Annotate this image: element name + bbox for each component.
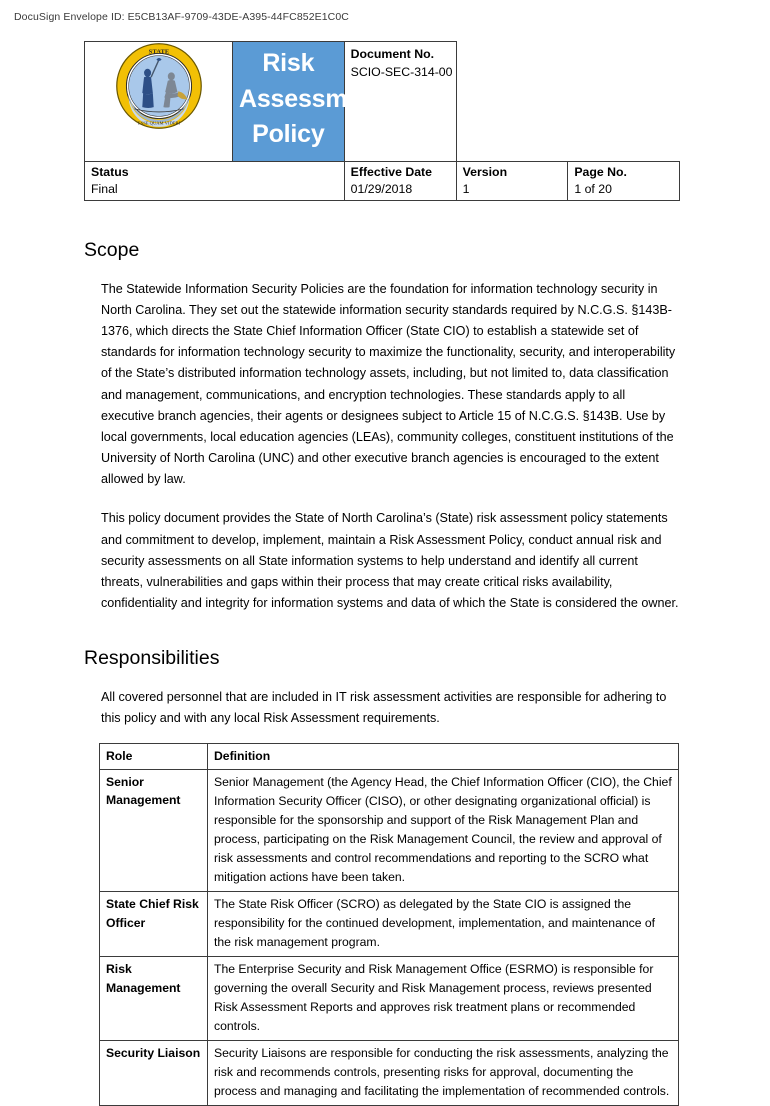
scope-paragraph-1: The Statewide Information Security Policies are the foundation for information technology security in North Carolina. They set out the statewide information security standards required by N.C.G.S. §143B-1376, which directs the State Chief Information Officer (State CIO) to establish a statewide set of standards for information technology security to maximize the functionality, security, and interoperability of the State’s distributed information technology assets, including, but not limited to, data classification and management, communications, and encryption technologies. These standards apply to all executive branch agencies, their agents or designees subject to Article 15 of N.C.G.S. §143B. Use by local governments, local education agencies (LEAs), community colleges, constituent institutions of the University of North Carolina (UNC) and other executive branch agencies is encouraged to the extent allowed by law. [101, 281, 676, 487]
table-row [100, 957, 679, 1041]
table-row [100, 769, 679, 891]
svg-text:STATE: STATE [148, 48, 169, 56]
status-cell [85, 161, 345, 201]
document-number-label: Document No. [350, 47, 435, 61]
effective-date-label: Effective Date [350, 164, 432, 179]
role-cell: Risk Management [100, 957, 208, 1041]
definition-cell: Senior Management (the Agency Head, the Chief Information Officer (CIO), the Chief Information Security Officer (CISO), or other designating organizational official) is responsible for the sponsorship and support of the Risk Management Plan and process, participating on the Risk Management Council, the review and approval of risk assessments and control recommendations and reporting to the SCRO what mitigation actions have been taken. [208, 769, 679, 891]
document-page [84, 41, 680, 1106]
document-number-value: SCIO-SEC-314-00 [350, 64, 453, 79]
spacer-above-roles-table [84, 729, 680, 743]
table-header-row [100, 743, 679, 769]
page-number-label: Page No. [574, 164, 627, 179]
version-label: Version [462, 164, 508, 179]
spacer-below-responsibilities-heading [84, 671, 680, 687]
status-value: Final [91, 181, 118, 196]
effective-date-value: 01/29/2018 [350, 181, 413, 196]
status-label: Status [91, 164, 129, 179]
responsibilities-intro: All covered personnel that are included in IT risk assessment activities are responsible for adhering to this policy and with any local Risk Assessment requirements. [101, 689, 667, 725]
spacer-between-scope-paragraphs [84, 490, 680, 508]
scope-paragraph-2: This policy document provides the State of North Carolina’s (State) risk assessment policy statements and commitment to develop, implement, maintain a Risk Assessment Policy, conduct annual risk and security assessments on all State information systems to help understand and identify all current threats, vulnerabilities and gaps within their process that may create critical risks availability, confidentiality and integrity for information systems and data of which the State is considered the owner. [101, 511, 679, 610]
definition-cell: The State Risk Officer (SCRO) as delegated by the State CIO is assigned the responsibility for the continued development, implementation, and maintenance of the risk management program. [208, 892, 679, 957]
state-seal-cell [85, 42, 233, 162]
north-carolina-state-seal-icon [115, 42, 203, 130]
column-header-role: Role [100, 743, 208, 769]
document-title-cell [233, 42, 385, 162]
spacer-below-scope-heading [84, 263, 680, 279]
roles-definitions-table [99, 743, 679, 1106]
header-table-row-title [85, 42, 680, 162]
docusign-envelope-id: DocuSign Envelope ID: E5CB13AF-9709-43DE-A395-44FC852E1C0C [14, 11, 349, 23]
responsibilities-heading: Responsibilities [84, 647, 220, 670]
definition-cell: The Enterprise Security and Risk Management Office (ESRMO) is responsible for governing the overall Security and Risk Management process, reviews presented Risk Assessment Reports and approves risk treatment plans or recommended controls. [208, 957, 679, 1041]
scope-heading: Scope [84, 239, 140, 262]
role-cell: State Chief Risk Officer [100, 892, 208, 957]
document-title-line-1: Risk [262, 49, 315, 77]
spacer-above-responsibilities [84, 614, 680, 647]
document-title-line-2: Assessment Policy [239, 84, 385, 148]
spacer-above-scope [84, 201, 680, 239]
table-row [100, 1041, 679, 1106]
page-number-cell [568, 161, 680, 201]
role-cell: Senior Management [100, 769, 208, 891]
svg-text:ESSE QUAM VIDERI: ESSE QUAM VIDERI [137, 120, 180, 126]
header-table-row-meta [85, 161, 680, 201]
definition-cell: Security Liaisons are responsible for conducting the risk assessments, analyzing the risk and recommends controls, presenting risks for approval, documenting the process and managing and facilitating the implementation of recommended controls. [208, 1041, 679, 1106]
version-value: 1 [462, 181, 470, 196]
page-number-value: 1 of 20 [574, 181, 612, 196]
effective-date-cell [344, 161, 456, 201]
document-header-table [84, 41, 680, 201]
table-row [100, 892, 679, 957]
version-cell [456, 161, 568, 201]
role-cell: Security Liaison [100, 1041, 208, 1106]
column-header-definition: Definition [208, 743, 679, 769]
